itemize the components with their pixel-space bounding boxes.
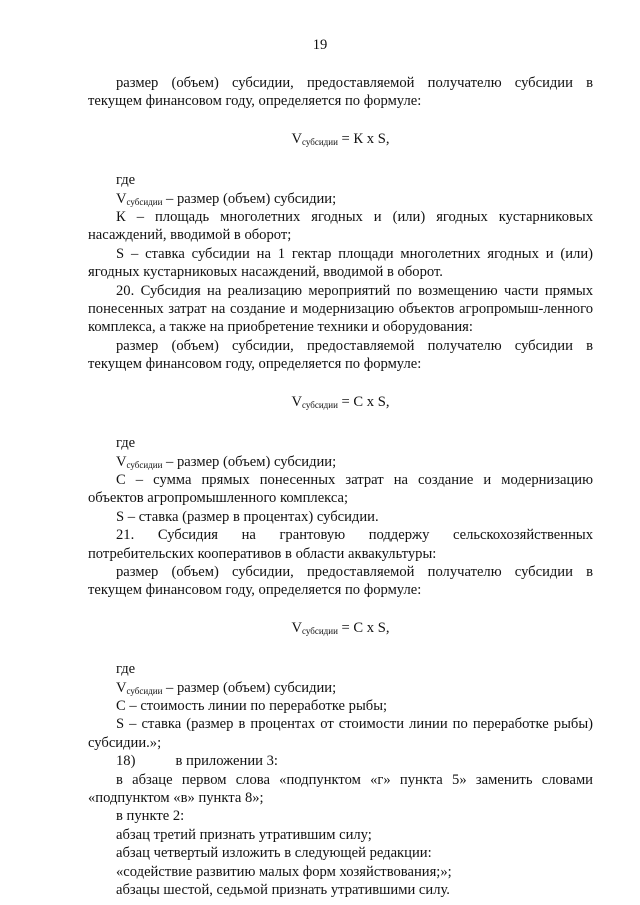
formula-variable: V — [291, 393, 303, 410]
formula-intro-paragraph: размер (объем) субсидии, предоставляемой получателю субсидии в текущем финансовом году, определяется по формуле: — [88, 563, 593, 599]
definition-c: С – сумма прямых понесенных затрат на создание и модернизацию объектов агропромышленного комплекса; — [88, 471, 593, 507]
formula-intro-paragraph: размер (объем) субсидии, предоставляемой получателю субсидии в текущем финансовом году, определяется по формуле: — [88, 337, 593, 373]
amendment-paragraph: абзацы шестой, седьмой признать утратившими силу. — [116, 882, 450, 899]
formula-variable: V — [291, 619, 303, 636]
formula-expression: = К x S, — [337, 130, 390, 147]
definition-text: – размер (объем) субсидии; — [162, 679, 337, 696]
item-21-paragraph: 21. Субсидия на грантовую поддержу сельскохозяйственных потребительских кооперативов в области аквакультуры: — [88, 527, 593, 562]
formula-variable: V — [116, 453, 127, 470]
definition-v — [88, 190, 593, 208]
formula-intro-paragraph: размер (объем) субсидии, предоставляемой получателю субсидии в текущем финансовом году, определяется по формуле: — [88, 75, 593, 110]
formula-subscript: субсидии — [126, 459, 163, 470]
definition-s: S – ставка субсидии на 1 гектар площади многолетних ягодных и (или) ягодных кустарниковых насаждений, вводимой в оборот. — [88, 245, 593, 281]
where-label: где — [116, 661, 136, 678]
formula-subscript: субсидии — [302, 625, 338, 636]
page-number: 19 — [312, 37, 328, 53]
definition-text: – размер (объем) субсидии; — [162, 453, 337, 470]
document-body — [88, 74, 593, 899]
amendment-paragraph: в пункте 2: — [116, 808, 185, 825]
item-18-paragraph — [88, 752, 593, 770]
where-label: где — [116, 435, 136, 452]
amendment-paragraph: абзац третий признать утратившим силу; — [116, 826, 372, 843]
definition-c: С – стоимость линии по переработке рыбы; — [116, 697, 388, 714]
amendment-paragraph: в абзаце первом слова «подпунктом «г» пункта 5» заменить словами «подпунктом «в» пункта 8»; — [88, 771, 593, 806]
item-text: в приложении 3: — [175, 753, 278, 770]
item-20-paragraph: 20. Субсидия на реализацию мероприятий по возмещению части прямых понесенных затрат на создание и модернизацию объектов агропромыш-ленного комплекса, а также на приобретение техники и оборудования: — [88, 282, 593, 336]
formula — [88, 619, 593, 637]
where-label: где — [116, 172, 136, 189]
formula-expression: = С x S, — [337, 393, 390, 410]
formula-variable: V — [291, 130, 303, 147]
definition-s: S – ставка (размер в процентах) субсидии. — [116, 508, 379, 525]
formula-variable: V — [116, 679, 127, 696]
definition-v — [88, 453, 593, 471]
formula-subscript: субсидии — [302, 136, 338, 147]
formula — [88, 130, 593, 148]
definition-s: S – ставка (размер в процентах от стоимости линии по переработке рыбы) субсидии.»; — [88, 716, 593, 751]
formula-variable: V — [116, 190, 127, 207]
amendment-paragraph: «содействие развитию малых форм хозяйствования;»; — [116, 863, 452, 880]
definition-k: К – площадь многолетних ягодных и (или) ягодных кустарниковых насаждений, вводимой в оборот; — [88, 209, 593, 244]
formula-subscript: субсидии — [302, 399, 338, 410]
item-number: 18) — [116, 753, 136, 770]
definition-v — [88, 679, 593, 697]
amendment-paragraph: абзац четвертый изложить в следующей редакции: — [116, 845, 432, 862]
formula-expression: = С x S, — [337, 619, 390, 636]
formula-subscript: субсидии — [126, 196, 163, 207]
definition-text: – размер (объем) субсидии; — [162, 190, 337, 207]
formula — [88, 393, 593, 411]
formula-subscript: субсидии — [126, 685, 163, 696]
